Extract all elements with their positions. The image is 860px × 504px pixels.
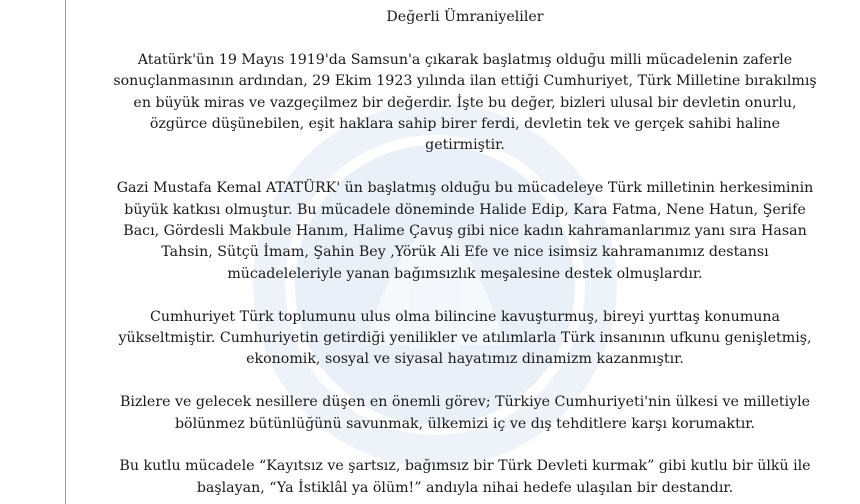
- paragraph-line: Bizlere ve gelecek nesillere düşen en önemli görev; Türkiye Cumhuriyeti'nin ülkesi ve milletiyle: [119, 394, 811, 411]
- paragraph-line: ekonomik, sosyal ve siyasal hayatımız dinamizm kazanmıştır.: [246, 351, 684, 368]
- paragraph-line: Gazi Mustafa Kemal ATATÜRK' ün başlatmış olduğu bu mücadeleye Türk milletinin herkesiminin: [116, 180, 814, 197]
- paragraph: [70, 392, 860, 435]
- paragraph-line: sonuçlanmasının ardından, 29 Ekim 1923 yılında ilan ettiği Cumhuriyet, Türk Milletine bırakılmış: [113, 73, 817, 90]
- paragraph-line: başlayan, “Ya İstiklâl ya ölüm!” andıyla nihai hedefe ulaşılan bir destandır.: [196, 479, 734, 496]
- paragraph: [70, 307, 860, 371]
- paragraph-line: büyük katkısı olmuştur. Bu mücadele döneminde Halide Edip, Kara Fatma, Nene Hatun, Şerife: [124, 201, 806, 218]
- paragraph: [70, 50, 860, 157]
- paragraph: [70, 178, 860, 285]
- greeting: Değerli Ümraniyeliler: [386, 9, 544, 25]
- paragraph-line: mücadeleleriyle yanan bağımsızlık meşalesine destek olmuşlardır.: [227, 265, 703, 282]
- left-margin-rule: [65, 0, 66, 504]
- paragraph-line: Bacı, Gördesli Makbule Hanım, Halime Çavuş gibi nice kadın kahramanlarımız yanı sıra Hasan: [123, 223, 807, 240]
- paragraph-line: özgürce düşünebilen, eşit haklara sahip birer ferdi, devletin tek ve gerçek sahibi haline: [149, 116, 781, 133]
- paragraph: [70, 456, 860, 499]
- paragraph-line: Tahsin, Sütçü İmam, Şahin Bey ,Yörük Ali Efe ve nice isimsiz kahramanımız destansı: [161, 244, 769, 261]
- paragraph-line: getirmiştir.: [425, 137, 505, 154]
- letter-body: [70, 7, 860, 499]
- paragraph-line: bölünmez bütünlüğünü savunmak, ülkemizi iç ve dış tehditlere karşı korumaktır.: [174, 415, 756, 432]
- paragraph-line: Cumhuriyet Türk toplumunu ulus olma bilincine kavuşturmuş, bireyi yurttaş konumuna: [149, 308, 781, 325]
- paragraph-line: yükseltmiştir. Cumhuriyetin getirdiği yenilikler ve atılımlarla Türk insanının ufkunu genişletmiş,: [118, 330, 812, 347]
- paragraph-line: Bu kutlu mücadele “Kayıtsız ve şartsız, bağımsız bir Türk Devleti kurmak” gibi kutlu bir ülkü ile: [119, 458, 811, 475]
- paragraph-line: en büyük miras ve vazgeçilmez bir değerdir. İşte bu değer, bizleri ulusal bir devletin onurlu,: [133, 94, 797, 111]
- paragraph-line: Atatürk'ün 19 Mayıs 1919'da Samsun'a çıkarak başlatmış olduğu milli mücadelenin zaferle: [137, 51, 793, 68]
